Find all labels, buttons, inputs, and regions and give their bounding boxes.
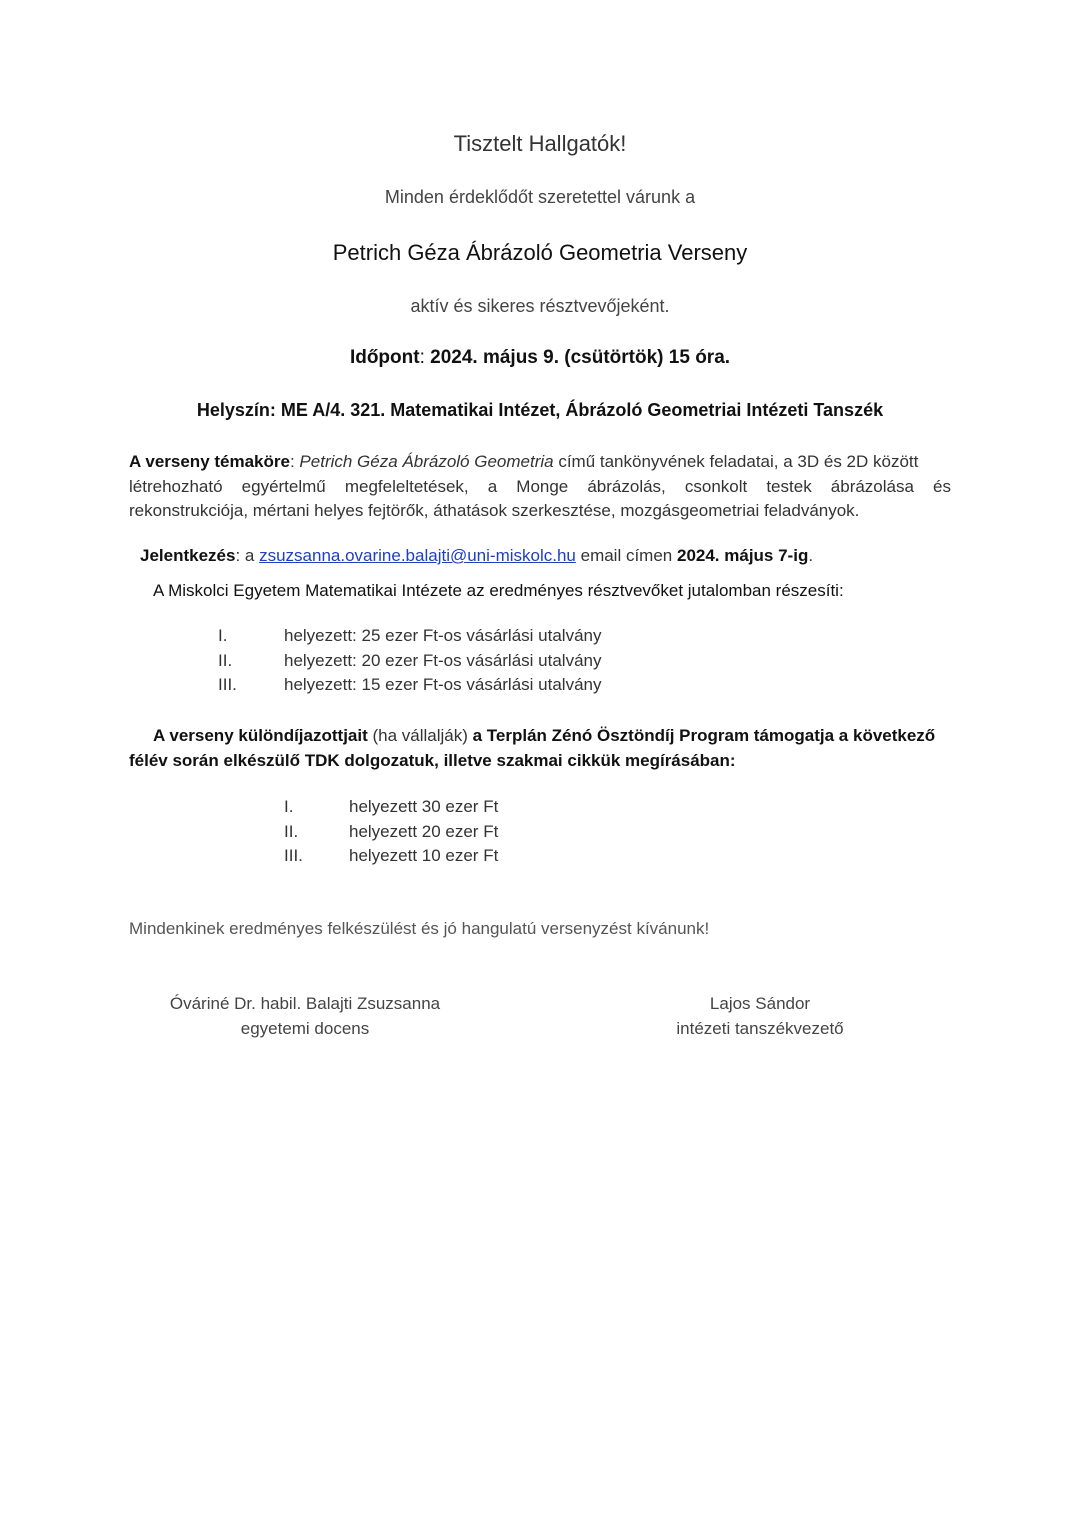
topic-paragraph bbox=[129, 450, 951, 524]
registration-line: Jelentkezés: a zsuzsanna.ovarine.balajti@uni-miskolc.hu email címen 2024. május 7-ig. bbox=[140, 546, 814, 565]
topic-label: A verseny témaköre bbox=[129, 452, 290, 471]
prize-rank: I. bbox=[218, 626, 228, 645]
prize-text: helyezett: 25 ezer Ft-os vásárlási utalvány bbox=[284, 626, 602, 645]
signatory-name: Óváriné Dr. habil. Balajti Zsuzsanna bbox=[169, 994, 441, 1013]
event-location: Helyszín: ME A/4. 321. Matematikai Intézet, Ábrázoló Geometriai Intézeti Tanszék bbox=[196, 400, 884, 420]
special-prize-rank: I. bbox=[284, 797, 294, 816]
participant-role-line: aktív és sikeres résztvevőjeként. bbox=[410, 296, 670, 316]
prize-rank: III. bbox=[218, 675, 237, 694]
greeting: Tisztelt Hallgatók! bbox=[453, 131, 627, 156]
registration-deadline: 2024. május 7-ig bbox=[676, 546, 809, 565]
registration-label: Jelentkezés bbox=[140, 546, 236, 565]
special-line-2: félév során elkészülő TDK dolgozatuk, illetve szakmai cikkük megírásában: bbox=[129, 750, 736, 770]
time-separator: : bbox=[419, 347, 431, 368]
signature-left bbox=[140, 991, 470, 1041]
special-prize-text: helyezett 30 ezer Ft bbox=[349, 797, 499, 816]
topic-line-3: rekonstrukciója, mértani helyes fejtörők, áthatások szerkesztése, mozgásgeometriai feladványok. bbox=[129, 501, 860, 520]
special-prize-text: helyezett 10 ezer Ft bbox=[349, 846, 499, 865]
signatory-title: intézeti tanszékvezető bbox=[676, 1019, 844, 1038]
registration-email-link[interactable]: zsuzsanna.ovarine.balajti@uni-miskolc.hu bbox=[259, 546, 576, 565]
time-label: Időpont bbox=[349, 347, 420, 368]
reward-intro: A Miskolci Egyetem Matematikai Intézete az eredményes résztvevőket jutalomban részesíti: bbox=[153, 581, 844, 600]
signatory-title: egyetemi docens bbox=[240, 1019, 370, 1038]
topic-line-1: A verseny témaköre: Petrich Géza Ábrázoló Geometria című tankönyvének feladatai, a 3D és 2D között bbox=[129, 452, 919, 471]
closing-wish: Mindenkinek eredményes felkészülést és jó hangulatú versenyzést kívánunk! bbox=[129, 919, 710, 938]
topic-line-2: létrehozható egyértelmű megfeleltetések, a Monge ábrázolás, csonkolt testek ábrázolása és bbox=[129, 476, 951, 496]
invitation-line: Minden érdeklődőt szeretettel várunk a bbox=[384, 187, 696, 207]
book-title: Petrich Géza Ábrázoló Geometria bbox=[299, 452, 554, 471]
time-value: 2024. május 9. (csütörtök) 15 óra. bbox=[430, 347, 731, 368]
prize-rank: II. bbox=[218, 651, 233, 670]
special-prize-rank: II. bbox=[284, 822, 299, 841]
special-prize-paragraph bbox=[129, 724, 951, 773]
special-prize-rank: III. bbox=[284, 846, 303, 865]
special-line-1: A verseny különdíjazottjait (ha vállalják) a Terplán Zénó Ösztöndíj Program támogatja a következő bbox=[153, 726, 936, 745]
special-prize-text: helyezett 20 ezer Ft bbox=[349, 822, 499, 841]
event-time bbox=[0, 347, 1080, 369]
signature-right bbox=[610, 991, 910, 1041]
prize-row bbox=[218, 626, 227, 646]
competition-title: Petrich Géza Ábrázoló Geometria Verseny bbox=[332, 240, 748, 265]
prize-text: helyezett: 15 ezer Ft-os vásárlási utalvány bbox=[284, 675, 602, 694]
signatory-name: Lajos Sándor bbox=[709, 994, 811, 1013]
prize-text: helyezett: 20 ezer Ft-os vásárlási utalvány bbox=[284, 651, 602, 670]
